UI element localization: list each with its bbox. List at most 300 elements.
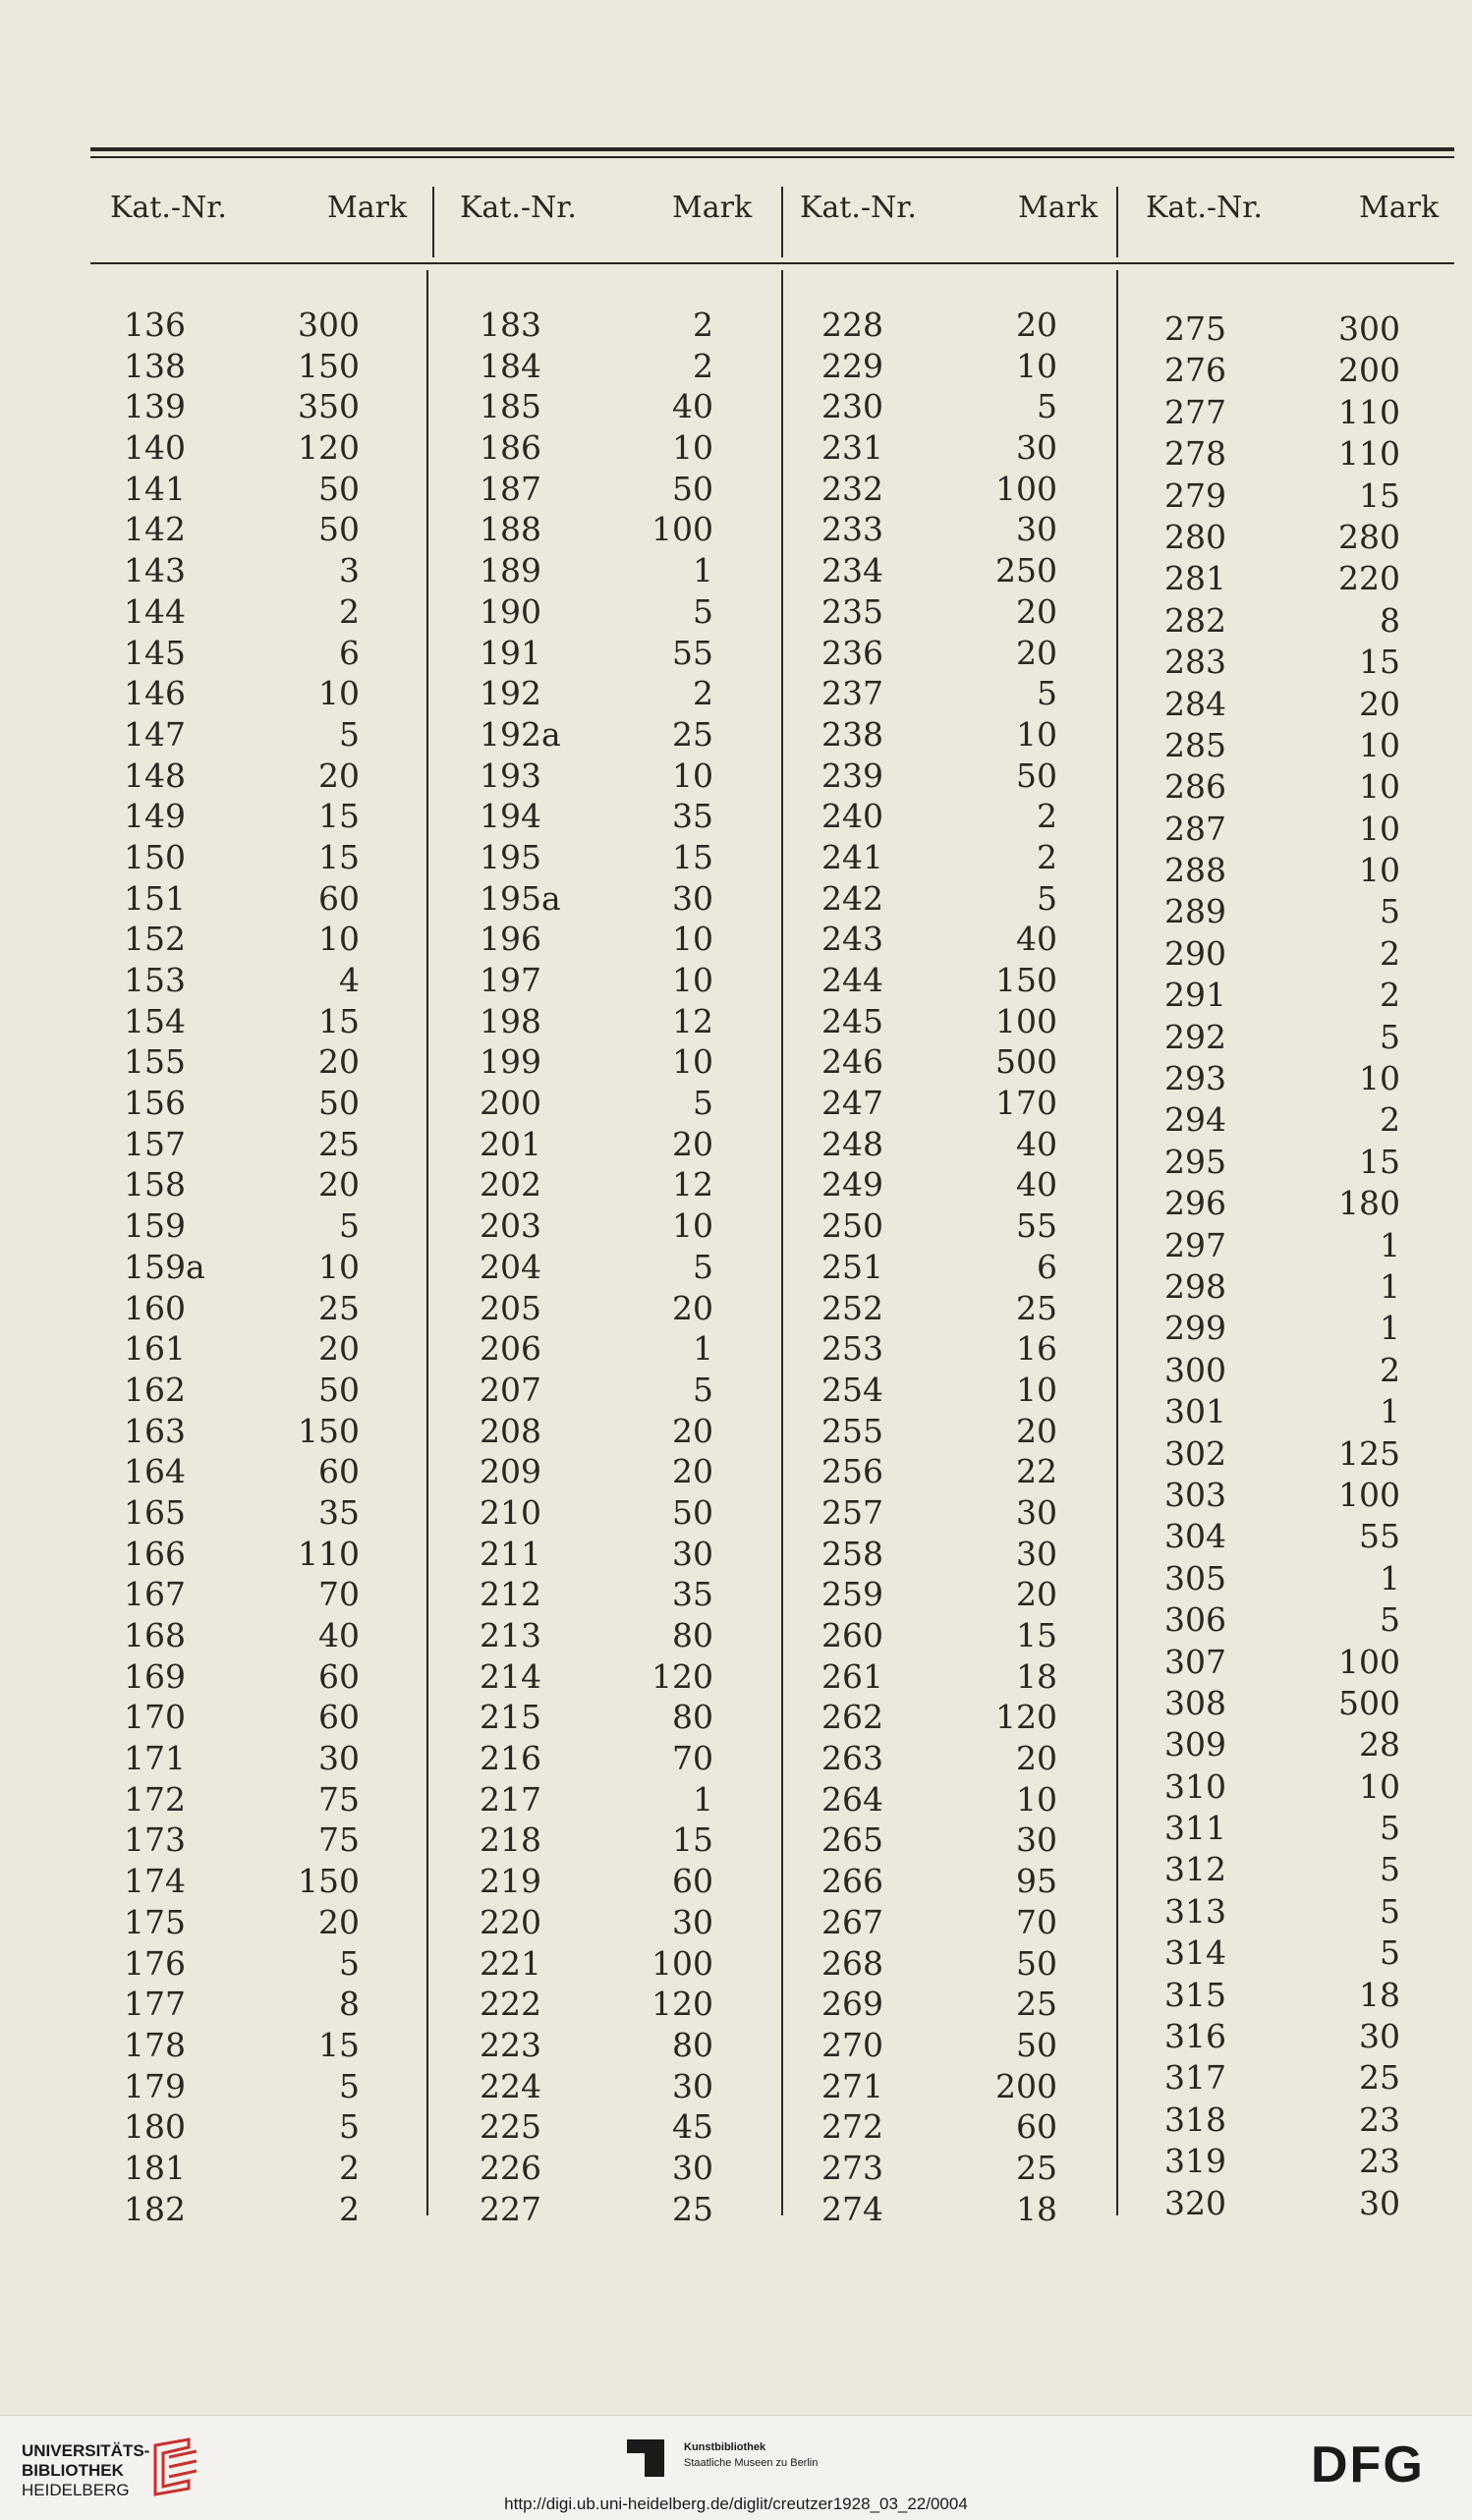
kat-nr-cell: 215 (480, 1698, 541, 1737)
table-row (124, 2148, 360, 2189)
mark-cell: 50 (318, 469, 360, 508)
kat-nr-cell: 159 (124, 1206, 186, 1246)
table-row (480, 1779, 713, 1820)
kat-nr-cell: 222 (480, 1985, 541, 2024)
kat-nr-cell: 304 (1164, 1517, 1226, 1556)
kat-nr-cell: 240 (821, 797, 883, 836)
table-row (821, 878, 1057, 920)
kat-nr-cell: 219 (480, 1862, 541, 1901)
kat-nr-cell: 248 (821, 1124, 883, 1163)
kat-nr-cell: 188 (480, 510, 541, 549)
kat-nr-cell: 139 (124, 387, 186, 426)
kat-nr-cell: 156 (124, 1084, 186, 1123)
mark-cell: 20 (318, 1329, 360, 1369)
mark-cell: 2 (1380, 976, 1400, 1015)
kat-nr-cell: 186 (480, 428, 541, 468)
kat-nr-cell: 302 (1164, 1433, 1226, 1473)
mark-cell: 60 (318, 1656, 360, 1696)
table-row (821, 305, 1057, 346)
mark-cell: 35 (672, 1575, 713, 1614)
mark-cell: 10 (1016, 714, 1057, 754)
table-row (821, 1779, 1057, 1820)
table-row (1164, 1599, 1400, 1641)
table-row (480, 386, 713, 427)
kat-nr-cell: 313 (1164, 1891, 1226, 1931)
table-row (124, 1001, 360, 1042)
mark-cell: 50 (1016, 2025, 1057, 2064)
table-row (821, 1205, 1057, 1247)
mark-cell: 40 (672, 387, 713, 426)
mark-cell: 15 (1359, 476, 1400, 515)
table-row (124, 2189, 360, 2230)
table-row (480, 673, 713, 714)
table-row (124, 346, 360, 387)
mark-cell: 60 (1016, 2107, 1057, 2147)
mark-cell: 1 (693, 1329, 713, 1369)
table-row (124, 673, 360, 714)
mark-cell: 120 (651, 1656, 713, 1696)
table-row (821, 756, 1057, 797)
mark-cell: 50 (672, 469, 713, 508)
kat-nr-cell: 243 (821, 920, 883, 959)
kat-nr-cell: 298 (1164, 1266, 1226, 1306)
mark-cell: 20 (1016, 633, 1057, 672)
kat-nr-cell: 267 (821, 1902, 883, 1941)
table-row (124, 550, 360, 591)
table-row (1164, 2100, 1400, 2141)
mark-cell: 1 (1380, 1309, 1400, 1348)
table-row (821, 1656, 1057, 1698)
mark-cell: 5 (1380, 1933, 1400, 1973)
kat-nr-cell: 209 (480, 1452, 541, 1491)
kunstbibliothek-subtitle: Staatliche Museen zu Berlin (684, 2457, 819, 2469)
kat-nr-cell: 177 (124, 1985, 186, 2024)
table-row (480, 427, 713, 469)
table-row (124, 919, 360, 960)
mark-cell: 12 (672, 1165, 713, 1204)
kat-nr-cell: 217 (480, 1779, 541, 1819)
kat-nr-cell: 165 (124, 1492, 186, 1532)
mark-cell: 5 (339, 1943, 360, 1983)
kat-nr-cell: 265 (821, 1820, 883, 1860)
table-row (480, 346, 713, 387)
mark-cell: 150 (298, 346, 360, 385)
table-row (124, 1451, 360, 1492)
table-row (821, 1001, 1057, 1042)
mark-cell: 70 (672, 1739, 713, 1778)
kat-nr-cell: 308 (1164, 1683, 1226, 1722)
kat-nr-cell: 242 (821, 878, 883, 918)
kat-nr-cell: 147 (124, 714, 186, 754)
mark-cell: 2 (1380, 1350, 1400, 1389)
table-row (1164, 1099, 1400, 1141)
table-row (480, 919, 713, 960)
kat-nr-cell: 274 (821, 2189, 883, 2228)
kat-nr-cell: 284 (1164, 684, 1226, 723)
kat-nr-cell: 179 (124, 2066, 186, 2105)
mark-cell: 10 (1359, 725, 1400, 764)
table-row (124, 1247, 360, 1288)
table-row (480, 1984, 713, 2025)
mark-cell: 500 (995, 1042, 1057, 1082)
table-row (124, 1492, 360, 1534)
table-row (821, 2066, 1057, 2107)
kat-nr-cell: 307 (1164, 1642, 1226, 1681)
kat-nr-cell: 145 (124, 633, 186, 672)
mark-cell: 2 (339, 2189, 360, 2228)
table-row (1164, 308, 1400, 350)
mark-cell: 10 (1016, 346, 1057, 385)
mark-cell: 250 (995, 551, 1057, 590)
mark-cell: 1 (1380, 1225, 1400, 1264)
table-row (1164, 642, 1400, 683)
table-row (124, 1656, 360, 1698)
table-row (1164, 1308, 1400, 1349)
table-row (124, 1738, 360, 1779)
mark-cell: 1 (1380, 1392, 1400, 1431)
top-rule-thin (90, 156, 1454, 158)
mark-cell: 20 (1016, 591, 1057, 631)
mark-cell: 8 (339, 1985, 360, 2024)
table-row (124, 1984, 360, 2025)
table-row (480, 1738, 713, 1779)
kat-nr-cell: 273 (821, 2148, 883, 2187)
kat-nr-cell: 227 (480, 2189, 541, 2228)
table-row (1164, 1391, 1400, 1432)
kat-nr-cell: 297 (1164, 1225, 1226, 1264)
kat-nr-cell: 169 (124, 1656, 186, 1696)
table-row (480, 1902, 713, 1943)
mark-cell: 1 (693, 551, 713, 590)
mark-cell: 30 (1016, 1534, 1057, 1573)
column-divider-2 (781, 187, 783, 257)
table-row (821, 1574, 1057, 1615)
kat-nr-cell: 183 (480, 306, 541, 344)
mark-cell: 8 (1380, 600, 1400, 640)
table-row (821, 714, 1057, 756)
kat-nr-cell: 239 (821, 756, 883, 795)
table-row (821, 633, 1057, 674)
mark-cell: 30 (672, 2066, 713, 2105)
table-row (124, 305, 360, 346)
table-row (1164, 725, 1400, 766)
table-row (821, 509, 1057, 550)
kat-nr-cell: 152 (124, 920, 186, 959)
table-row (124, 1534, 360, 1575)
header-mark-4: Mark (1359, 191, 1440, 225)
table-row (1164, 1558, 1400, 1599)
kat-nr-cell: 260 (821, 1616, 883, 1654)
table-row (821, 1370, 1057, 1411)
table-row (821, 1328, 1057, 1370)
table-row (480, 1328, 713, 1370)
table-row (821, 2189, 1057, 2230)
table-row (821, 837, 1057, 878)
table-row (1164, 392, 1400, 433)
kat-nr-cell: 266 (821, 1862, 883, 1901)
table-row (480, 2189, 713, 2230)
kat-nr-cell: 191 (480, 633, 541, 672)
mark-cell: 5 (1380, 1809, 1400, 1848)
table-row (821, 1615, 1057, 1656)
price-column-3 (821, 305, 1057, 2229)
kat-nr-cell: 205 (480, 1288, 541, 1327)
kat-nr-cell: 159a (124, 1247, 205, 1286)
table-row (1164, 1808, 1400, 1849)
mark-cell: 20 (672, 1452, 713, 1491)
kat-nr-cell: 176 (124, 1943, 186, 1983)
mark-cell: 30 (1359, 2183, 1400, 2222)
mark-cell: 50 (318, 510, 360, 549)
kat-nr-cell: 317 (1164, 2058, 1226, 2098)
table-row (1164, 1516, 1400, 1557)
table-row (480, 1697, 713, 1738)
mark-cell: 5 (1037, 878, 1057, 918)
kat-nr-cell: 270 (821, 2025, 883, 2064)
mark-cell: 5 (1037, 674, 1057, 713)
kat-nr-cell: 192a (480, 714, 561, 754)
kat-nr-cell: 226 (480, 2148, 541, 2187)
table-row (1164, 766, 1400, 808)
kat-nr-cell: 150 (124, 837, 186, 876)
kat-nr-cell: 300 (1164, 1350, 1226, 1389)
mark-cell: 16 (1016, 1329, 1057, 1369)
kat-nr-cell: 223 (480, 2025, 541, 2064)
kat-nr-cell: 160 (124, 1288, 186, 1327)
mark-cell: 25 (318, 1124, 360, 1163)
table-row (124, 1370, 360, 1411)
mark-cell: 100 (995, 1001, 1057, 1040)
kat-nr-cell: 220 (480, 1902, 541, 1941)
kat-nr-cell: 236 (821, 633, 883, 672)
mark-cell: 20 (318, 1902, 360, 1941)
table-row (480, 756, 713, 797)
kat-nr-cell: 305 (1164, 1558, 1226, 1597)
kat-nr-cell: 309 (1164, 1725, 1226, 1764)
mark-cell: 300 (1338, 309, 1400, 348)
mark-cell: 15 (1359, 643, 1400, 682)
table-row (821, 1943, 1057, 1985)
table-row (1164, 350, 1400, 391)
table-row (1164, 1266, 1400, 1308)
mark-cell: 5 (339, 2107, 360, 2147)
header-mark-1: Mark (327, 191, 408, 225)
kat-nr-cell: 238 (821, 714, 883, 754)
table-row (124, 878, 360, 920)
price-column-2 (480, 305, 713, 2229)
table-row (124, 1574, 360, 1615)
mark-cell: 2 (339, 591, 360, 631)
table-row (124, 1615, 360, 1656)
table-row (480, 1247, 713, 1288)
table-row (124, 1164, 360, 1205)
kat-nr-cell: 253 (821, 1329, 883, 1369)
mark-cell: 35 (318, 1492, 360, 1532)
mark-cell: 220 (1338, 559, 1400, 598)
kat-nr-cell: 293 (1164, 1059, 1226, 1098)
kat-nr-cell: 310 (1164, 1766, 1226, 1806)
table-row (821, 919, 1057, 960)
table-row (821, 2148, 1057, 2189)
kat-nr-cell: 187 (480, 469, 541, 508)
kat-nr-cell: 230 (821, 387, 883, 426)
kat-nr-cell: 195a (480, 878, 561, 918)
table-row (821, 346, 1057, 387)
kat-nr-cell: 173 (124, 1820, 186, 1860)
table-row (124, 1697, 360, 1738)
mark-cell: 300 (298, 306, 360, 344)
table-row (124, 1902, 360, 1943)
mark-cell: 120 (651, 1985, 713, 2024)
table-row (480, 1370, 713, 1411)
kat-nr-cell: 164 (124, 1452, 186, 1491)
mark-cell: 55 (1359, 1517, 1400, 1556)
mark-cell: 110 (1338, 392, 1400, 431)
table-row (1164, 975, 1400, 1016)
mark-cell: 15 (1016, 1616, 1057, 1654)
mark-cell: 25 (1016, 1985, 1057, 2024)
kat-nr-cell: 278 (1164, 434, 1226, 474)
table-row (124, 1205, 360, 1247)
mark-cell: 100 (1338, 1475, 1400, 1514)
mark-cell: 6 (339, 633, 360, 672)
kat-nr-cell: 288 (1164, 851, 1226, 890)
mark-cell: 20 (318, 1165, 360, 1204)
kat-nr-cell: 281 (1164, 559, 1226, 598)
table-row (821, 673, 1057, 714)
mark-cell: 120 (995, 1698, 1057, 1737)
column-divider-3 (1116, 187, 1118, 257)
kat-nr-cell: 256 (821, 1452, 883, 1491)
table-row (480, 960, 713, 1001)
kat-nr-cell: 182 (124, 2189, 186, 2228)
table-row (480, 591, 713, 633)
mark-cell: 350 (298, 387, 360, 426)
mark-cell: 20 (1016, 1575, 1057, 1614)
mark-cell: 55 (672, 633, 713, 672)
header-kat-2: Kat.-Nr. (460, 191, 577, 225)
kat-nr-cell: 241 (821, 837, 883, 876)
column-divider-1b (426, 270, 428, 2215)
table-row (1164, 684, 1400, 725)
mark-cell: 110 (1338, 434, 1400, 474)
table-row (480, 1615, 713, 1656)
table-row (480, 1451, 713, 1492)
mark-cell: 10 (672, 1206, 713, 1246)
table-row (821, 469, 1057, 510)
mark-cell: 100 (995, 469, 1057, 508)
mark-cell: 3 (339, 551, 360, 590)
kat-nr-cell: 216 (480, 1739, 541, 1778)
table-row (480, 837, 713, 878)
kat-nr-cell: 218 (480, 1820, 541, 1860)
table-row (821, 1164, 1057, 1205)
kat-nr-cell: 233 (821, 510, 883, 549)
kat-nr-cell: 271 (821, 2066, 883, 2105)
table-row (124, 714, 360, 756)
kat-nr-cell: 143 (124, 551, 186, 590)
header-bottom-rule (90, 262, 1454, 264)
kat-nr-cell: 153 (124, 961, 186, 999)
mark-cell: 15 (318, 837, 360, 876)
mark-cell: 50 (1016, 1943, 1057, 1983)
mark-cell: 60 (672, 1862, 713, 1901)
kat-nr-cell: 221 (480, 1943, 541, 1983)
mark-cell: 2 (693, 346, 713, 385)
top-rule-thick (90, 147, 1454, 151)
kat-nr-cell: 204 (480, 1247, 541, 1286)
mark-cell: 10 (318, 674, 360, 713)
mark-cell: 30 (672, 1902, 713, 1941)
table-row (480, 1164, 713, 1205)
table-row (1164, 2057, 1400, 2099)
kat-nr-cell: 141 (124, 469, 186, 508)
table-row (480, 1943, 713, 1985)
mark-cell: 75 (318, 1820, 360, 1860)
kat-nr-cell: 261 (821, 1656, 883, 1696)
mark-cell: 150 (995, 961, 1057, 999)
mark-cell: 10 (1359, 1766, 1400, 1806)
mark-cell: 15 (318, 797, 360, 836)
mark-cell: 280 (1338, 517, 1400, 556)
column-divider-3b (1116, 270, 1118, 2215)
kat-nr-cell: 151 (124, 878, 186, 918)
mark-cell: 25 (672, 714, 713, 754)
mark-cell: 25 (1359, 2058, 1400, 2098)
kat-nr-cell: 211 (480, 1534, 541, 1573)
kat-nr-cell: 199 (480, 1042, 541, 1082)
mark-cell: 95 (1016, 1862, 1057, 1901)
mark-cell: 5 (1380, 1600, 1400, 1640)
kat-nr-cell: 299 (1164, 1309, 1226, 1348)
table-row (124, 796, 360, 837)
table-row (480, 714, 713, 756)
kat-nr-cell: 247 (821, 1084, 883, 1123)
price-column-1 (124, 305, 360, 2229)
table-row (1164, 2183, 1400, 2224)
kat-nr-cell: 213 (480, 1616, 541, 1654)
mark-cell: 18 (1016, 2189, 1057, 2228)
kat-nr-cell: 251 (821, 1247, 883, 1286)
table-row (1164, 850, 1400, 891)
table-row (821, 1041, 1057, 1083)
table-row (821, 1820, 1057, 1861)
table-row (1164, 1058, 1400, 1099)
table-row (480, 509, 713, 550)
kat-nr-cell: 316 (1164, 2017, 1226, 2056)
mark-cell: 120 (298, 428, 360, 468)
table-row (124, 837, 360, 878)
table-row (124, 1124, 360, 1165)
kat-nr-cell: 206 (480, 1329, 541, 1369)
kat-nr-cell: 163 (124, 1411, 186, 1450)
mark-cell: 30 (672, 878, 713, 918)
table-row (480, 550, 713, 591)
mark-cell: 1 (1380, 1266, 1400, 1306)
kat-nr-cell: 185 (480, 387, 541, 426)
table-row (480, 633, 713, 674)
kat-nr-cell: 234 (821, 551, 883, 590)
mark-cell: 100 (651, 510, 713, 549)
table-row (124, 960, 360, 1001)
mark-cell: 70 (318, 1575, 360, 1614)
mark-cell: 20 (1016, 306, 1057, 344)
kat-nr-cell: 190 (480, 591, 541, 631)
mark-cell: 25 (672, 2189, 713, 2228)
source-url[interactable]: http://digi.ub.uni-heidelberg.de/diglit/creutzer1928_03_22/0004 (504, 2494, 968, 2513)
mark-cell: 40 (1016, 1165, 1057, 1204)
table-row (821, 427, 1057, 469)
